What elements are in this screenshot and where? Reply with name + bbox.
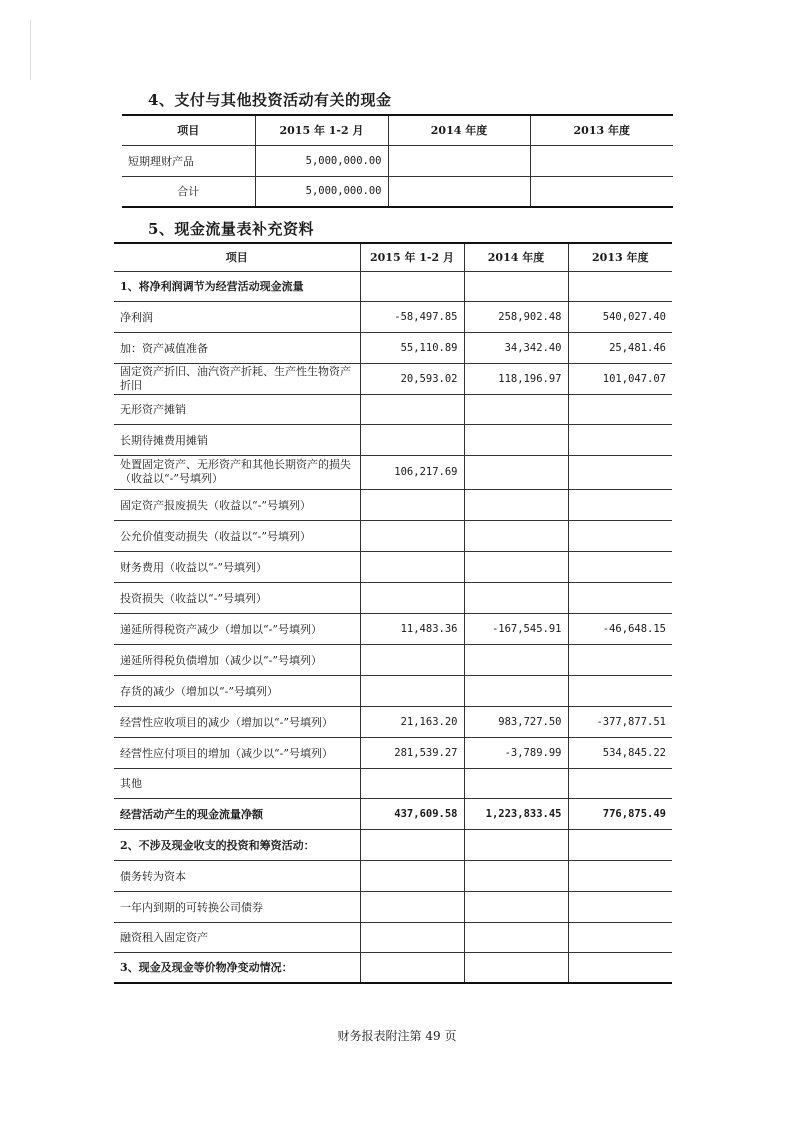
cell-2013	[568, 829, 672, 860]
cell-2015: 20,593.02	[360, 363, 464, 394]
cell-2013	[568, 551, 672, 582]
cell-2015	[360, 520, 464, 551]
cell-2014	[388, 145, 530, 176]
cell-2015: 106,217.69	[360, 455, 464, 489]
cell-2015: 55,110.89	[360, 332, 464, 363]
cell-2015	[360, 768, 464, 798]
table-row	[114, 363, 672, 394]
cell-2014	[464, 520, 568, 551]
cell-2014	[464, 644, 568, 675]
table-row	[114, 520, 672, 551]
header-2013: 2013 年度	[530, 115, 673, 145]
cell-2013	[530, 176, 673, 207]
section-4-title: 4、支付与其他投资活动有关的现金	[148, 91, 392, 109]
table-header-row	[122, 115, 673, 145]
row-label: 公允价值变动损失（收益以“-”号填列）	[114, 520, 360, 551]
table-row	[114, 489, 672, 520]
cell-2013	[568, 860, 672, 891]
page-footer: 财务报表附注第 49 页	[337, 1029, 457, 1043]
header-2015: 2015 年 1-2 月	[360, 243, 464, 271]
header-2015: 2015 年 1-2 月	[255, 115, 388, 145]
row-label: 处置固定资产、无形资产和其他长期资产的损失（收益以“-”号填列）	[114, 455, 360, 489]
cell-2013	[568, 644, 672, 675]
section-4-table	[122, 114, 673, 208]
cell-2015: -58,497.85	[360, 301, 464, 332]
row-label: 投资损失（收益以“-”号填列）	[114, 582, 360, 613]
cell-2014: 34,342.40	[464, 332, 568, 363]
row-label: 短期理财产品	[122, 145, 255, 176]
row-label: 长期待摊费用摊销	[114, 424, 360, 455]
cell-2013	[568, 455, 672, 489]
header-2014: 2014 年度	[388, 115, 530, 145]
cell-2014: 118,196.97	[464, 363, 568, 394]
section-5-title: 5、现金流量表补充资料	[148, 220, 314, 238]
table-row-total	[122, 176, 673, 207]
cell-2013	[568, 489, 672, 520]
table-header-row	[114, 243, 672, 271]
cell-2013: -46,648.15	[568, 613, 672, 644]
cell-2014	[464, 952, 568, 983]
table-row	[114, 922, 672, 952]
row-label: 2、不涉及现金收支的投资和筹资活动：	[114, 829, 360, 860]
cell-2014: 258,902.48	[464, 301, 568, 332]
cell-2015: 11,483.36	[360, 613, 464, 644]
scan-edge-mark	[30, 20, 31, 80]
cell-2015	[360, 582, 464, 613]
table-row	[114, 675, 672, 706]
row-label: 融资租入固定资产	[114, 922, 360, 952]
cell-2015: 21,163.20	[360, 706, 464, 737]
row-label: 经营性应收项目的减少（增加以“-”号填列）	[114, 706, 360, 737]
cell-2014	[388, 176, 530, 207]
cell-2013	[568, 520, 672, 551]
row-label: 1、将净利润调节为经营活动现金流量	[114, 271, 360, 301]
cell-2013	[568, 675, 672, 706]
row-label: 经营活动产生的现金流量净额	[114, 798, 360, 829]
cell-2015	[360, 922, 464, 952]
cell-2015	[360, 829, 464, 860]
cell-2015: 5,000,000.00	[255, 176, 388, 207]
table-row	[114, 424, 672, 455]
cell-2014	[464, 489, 568, 520]
table-row	[114, 768, 672, 798]
cell-2014	[464, 768, 568, 798]
row-label: 其他	[114, 768, 360, 798]
cell-2014	[464, 891, 568, 922]
cell-2013	[568, 271, 672, 301]
row-label: 一年内到期的可转换公司债券	[114, 891, 360, 922]
cell-2013	[568, 922, 672, 952]
row-label: 递延所得税资产减少（增加以“-”号填列）	[114, 613, 360, 644]
table-row	[114, 271, 672, 301]
table-row	[114, 891, 672, 922]
cell-2015	[360, 424, 464, 455]
cell-2014	[464, 675, 568, 706]
header-2013: 2013 年度	[568, 243, 672, 271]
table-row	[114, 613, 672, 644]
cell-2015	[360, 860, 464, 891]
table-row	[114, 455, 672, 489]
table-row	[114, 301, 672, 332]
row-label: 合计	[122, 176, 255, 207]
cell-2013	[568, 891, 672, 922]
row-label: 递延所得税负债增加（减少以“-”号填列）	[114, 644, 360, 675]
cell-2013	[568, 582, 672, 613]
cell-2015: 5,000,000.00	[255, 145, 388, 176]
table-row	[114, 860, 672, 891]
table-row	[114, 332, 672, 363]
cell-2015	[360, 551, 464, 582]
cell-2013	[568, 768, 672, 798]
cell-2013: 534,845.22	[568, 737, 672, 768]
cell-2013: 540,027.40	[568, 301, 672, 332]
cell-2015: 437,609.58	[360, 798, 464, 829]
header-2014: 2014 年度	[464, 243, 568, 271]
cell-2013	[530, 145, 673, 176]
row-label: 无形资产摊销	[114, 394, 360, 424]
header-item: 项目	[122, 115, 255, 145]
header-item: 项目	[114, 243, 360, 271]
row-label: 存货的减少（增加以“-”号填列）	[114, 675, 360, 706]
cell-2014	[464, 394, 568, 424]
cell-2015: 281,539.27	[360, 737, 464, 768]
cell-2014	[464, 455, 568, 489]
cell-2015	[360, 644, 464, 675]
row-label: 经营性应付项目的增加（减少以“-”号填列）	[114, 737, 360, 768]
table-row	[114, 952, 672, 983]
cell-2013: 25,481.46	[568, 332, 672, 363]
cell-2015	[360, 675, 464, 706]
row-label: 3、现金及现金等价物净变动情况：	[114, 952, 360, 983]
section-5-table	[114, 242, 672, 984]
cell-2014	[464, 424, 568, 455]
cell-2013: 776,875.49	[568, 798, 672, 829]
table-row	[114, 394, 672, 424]
cell-2014: -3,789.99	[464, 737, 568, 768]
table-row	[114, 829, 672, 860]
cell-2014	[464, 582, 568, 613]
cell-2013: 101,047.07	[568, 363, 672, 394]
table-row	[122, 145, 673, 176]
row-label: 债务转为资本	[114, 860, 360, 891]
cell-2013	[568, 394, 672, 424]
cell-2014	[464, 922, 568, 952]
table-row	[114, 551, 672, 582]
cell-2015	[360, 891, 464, 922]
cell-2015	[360, 952, 464, 983]
cell-2014	[464, 271, 568, 301]
table-row	[114, 706, 672, 737]
table-row	[114, 798, 672, 829]
row-label: 固定资产折旧、油汽资产折耗、生产性生物资产折旧	[114, 363, 360, 394]
row-label: 固定资产报废损失（收益以“-”号填列）	[114, 489, 360, 520]
row-label: 加：资产减值准备	[114, 332, 360, 363]
cell-2013	[568, 952, 672, 983]
cell-2014	[464, 860, 568, 891]
cell-2015	[360, 271, 464, 301]
cell-2015	[360, 489, 464, 520]
row-label: 净利润	[114, 301, 360, 332]
cell-2013	[568, 424, 672, 455]
cell-2014: 983,727.50	[464, 706, 568, 737]
cell-2015	[360, 394, 464, 424]
table-row	[114, 582, 672, 613]
cell-2013: -377,877.51	[568, 706, 672, 737]
row-label: 财务费用（收益以“-”号填列）	[114, 551, 360, 582]
table-row	[114, 644, 672, 675]
cell-2014	[464, 829, 568, 860]
cell-2014: -167,545.91	[464, 613, 568, 644]
cell-2014: 1,223,833.45	[464, 798, 568, 829]
table-row	[114, 737, 672, 768]
cell-2014	[464, 551, 568, 582]
